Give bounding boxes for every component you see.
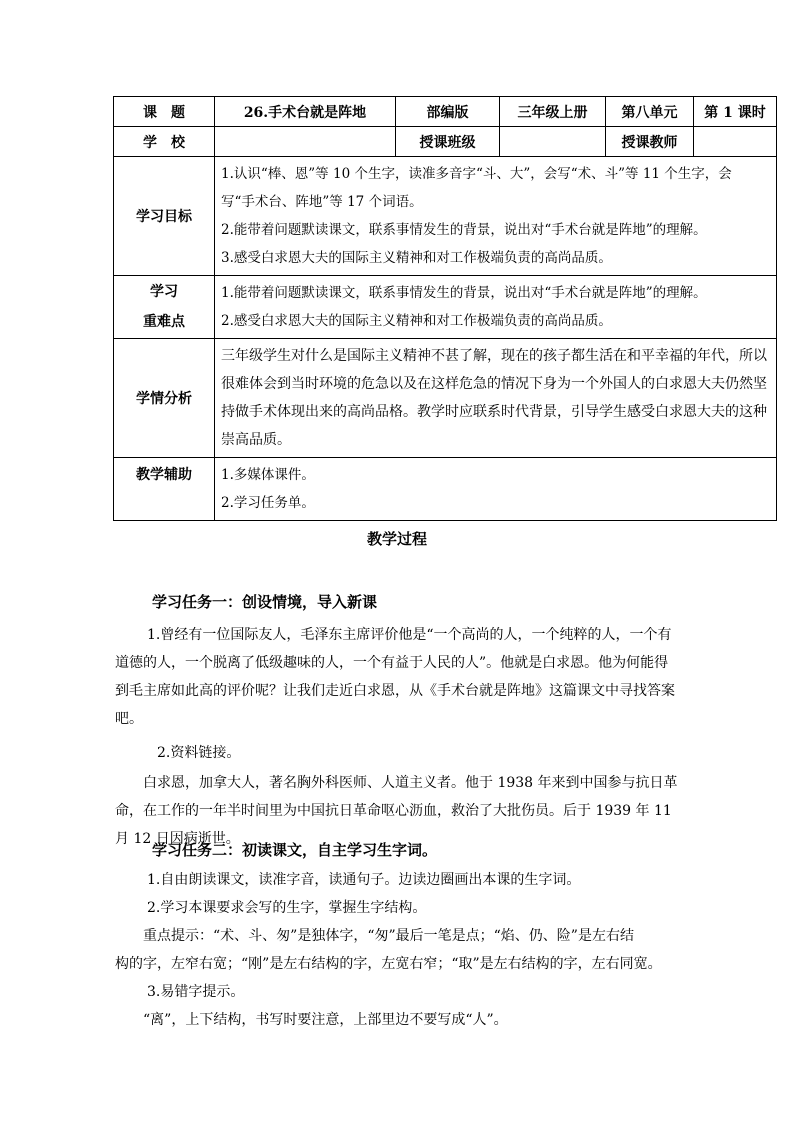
process-title: 教学过程 <box>366 530 427 548</box>
class-label: 授课班级 <box>396 127 500 157</box>
goals-line: 2.能带着问题默读课文，联系事情发生的背景，说出对“手术台就是阵地”的理解。 <box>221 222 707 238</box>
school-row <box>114 127 777 157</box>
aids-line: 1.多媒体课件。 <box>221 467 315 483</box>
task1-p1-line: 1.曾经有一位国际友人，毛泽东主席评价他是“一个高尚的人，一个纯粹的人，一个有 <box>147 627 672 643</box>
task2-paragraph-4: 3.易错字提示。 <box>147 984 245 1000</box>
aids-label: 教学辅助 <box>114 458 215 521</box>
task1-p1-line: 道德的人，一个脱离了低级趣味的人，一个有益于人民的人”。他就是白求恩。他为何能得 <box>115 655 669 671</box>
analysis-line: 崇高品质。 <box>221 432 291 448</box>
teacher-label: 授课教师 <box>606 127 694 157</box>
analysis-line: 三年级学生对什么是国际主义精神不甚了解，现在的孩子都生活在和平幸福的年代，所以 <box>221 348 767 364</box>
task1-paragraph-1 <box>115 621 680 733</box>
task2-title: 学习任务二：初读课文，自主学习生字词。 <box>152 841 438 859</box>
analysis-line: 持做手术体现出来的高尚品格。教学时应联系时代背景，引导学生感受白求恩大夫的这种 <box>221 404 767 420</box>
course-label: 课 题 <box>114 97 215 127</box>
edition: 部编版 <box>396 97 500 127</box>
task1-p3-line: 命，在工作的一年半时间里为中国抗日革命呕心沥血，救治了大批伤员。后于 1939 年 11 <box>115 803 672 819</box>
grade: 三年级上册 <box>500 97 606 127</box>
task2-section <box>115 838 680 1034</box>
task2-paragraph-2: 2.学习本课要求会写的生字，掌握生字结构。 <box>147 900 427 916</box>
keypoints-line: 2.感受白求恩大夫的国际主义精神和对工作极端负责的高尚品质。 <box>221 313 612 329</box>
goals-line: 3.感受白求恩大夫的国际主义精神和对工作极端负责的高尚品质。 <box>221 250 612 266</box>
task2-p3-line: 构的字，左窄右宽；“刚”是左右结构的字，左宽右窄；“取”是左右结构的字，左右同宽。 <box>115 956 662 972</box>
keypoints-row <box>114 276 777 339</box>
lesson-info-table <box>113 96 777 521</box>
goals-line: 写“手术台、阵地”等 17 个词语。 <box>221 194 423 210</box>
header-row <box>114 97 777 127</box>
goals-row <box>114 157 777 276</box>
task2-paragraph-5: “离”，上下结构，书写时要注意，上部里边不要写成“人”。 <box>143 1012 508 1028</box>
analysis-content <box>215 339 777 458</box>
aids-line: 2.学习任务单。 <box>221 495 315 511</box>
period: 第 1 课时 <box>694 97 777 127</box>
task2-paragraph-1: 1.自由朗读课文，读准字音，读通句子。边读边圈画出本课的生字词。 <box>147 872 581 888</box>
unit: 第八单元 <box>606 97 694 127</box>
task1-p3-line: 月 12 日因病逝世。 <box>115 831 240 847</box>
aids-row <box>114 458 777 521</box>
keypoints-label-line: 重难点 <box>143 314 185 330</box>
school-value <box>215 127 396 157</box>
teacher-value <box>694 127 777 157</box>
school-label: 学 校 <box>114 127 215 157</box>
task1-p3-line: 白求恩，加拿大人，著名胸外科医师、人道主义者。他于 1938 年来到中国参与抗日革 <box>143 775 678 791</box>
keypoints-label-line: 学习 <box>150 284 178 300</box>
task1-p1-line: 吧。 <box>115 711 143 727</box>
goals-label: 学习目标 <box>114 157 215 276</box>
analysis-label: 学情分析 <box>114 339 215 458</box>
keypoints-content <box>215 276 777 339</box>
keypoints-line: 1.能带着问题默读课文，联系事情发生的背景，说出对“手术台就是阵地”的理解。 <box>221 285 707 301</box>
task1-section <box>115 590 680 853</box>
analysis-line: 很难体会到当时环境的危急以及在这样危急的情况下身为一个外国人的白求恩大夫仍然坚 <box>221 376 767 392</box>
goals-line: 1.认识“棒、恩”等 10 个生字，读准多音字“斗、大”，会写“术、斗”等 11 个生字，会 <box>221 166 732 182</box>
keypoints-label <box>114 276 215 339</box>
goals-content <box>215 157 777 276</box>
analysis-row <box>114 339 777 458</box>
task1-p1-line: 到毛主席如此高的评价呢？让我们走近白求恩，从《手术台就是阵地》这篇课文中寻找答案 <box>115 683 675 699</box>
task1-title: 学习任务一：创设情境，导入新课 <box>152 593 378 611</box>
lesson-title: 26.手术台就是阵地 <box>215 97 396 127</box>
task1-paragraph-2: 2.资料链接。 <box>157 745 241 761</box>
aids-content <box>215 458 777 521</box>
class-value <box>500 127 606 157</box>
task2-p3-line: 重点提示：“术、斗、匆”是独体字，“匆”最后一笔是点；“焰、仍、险”是左右结 <box>143 928 634 944</box>
